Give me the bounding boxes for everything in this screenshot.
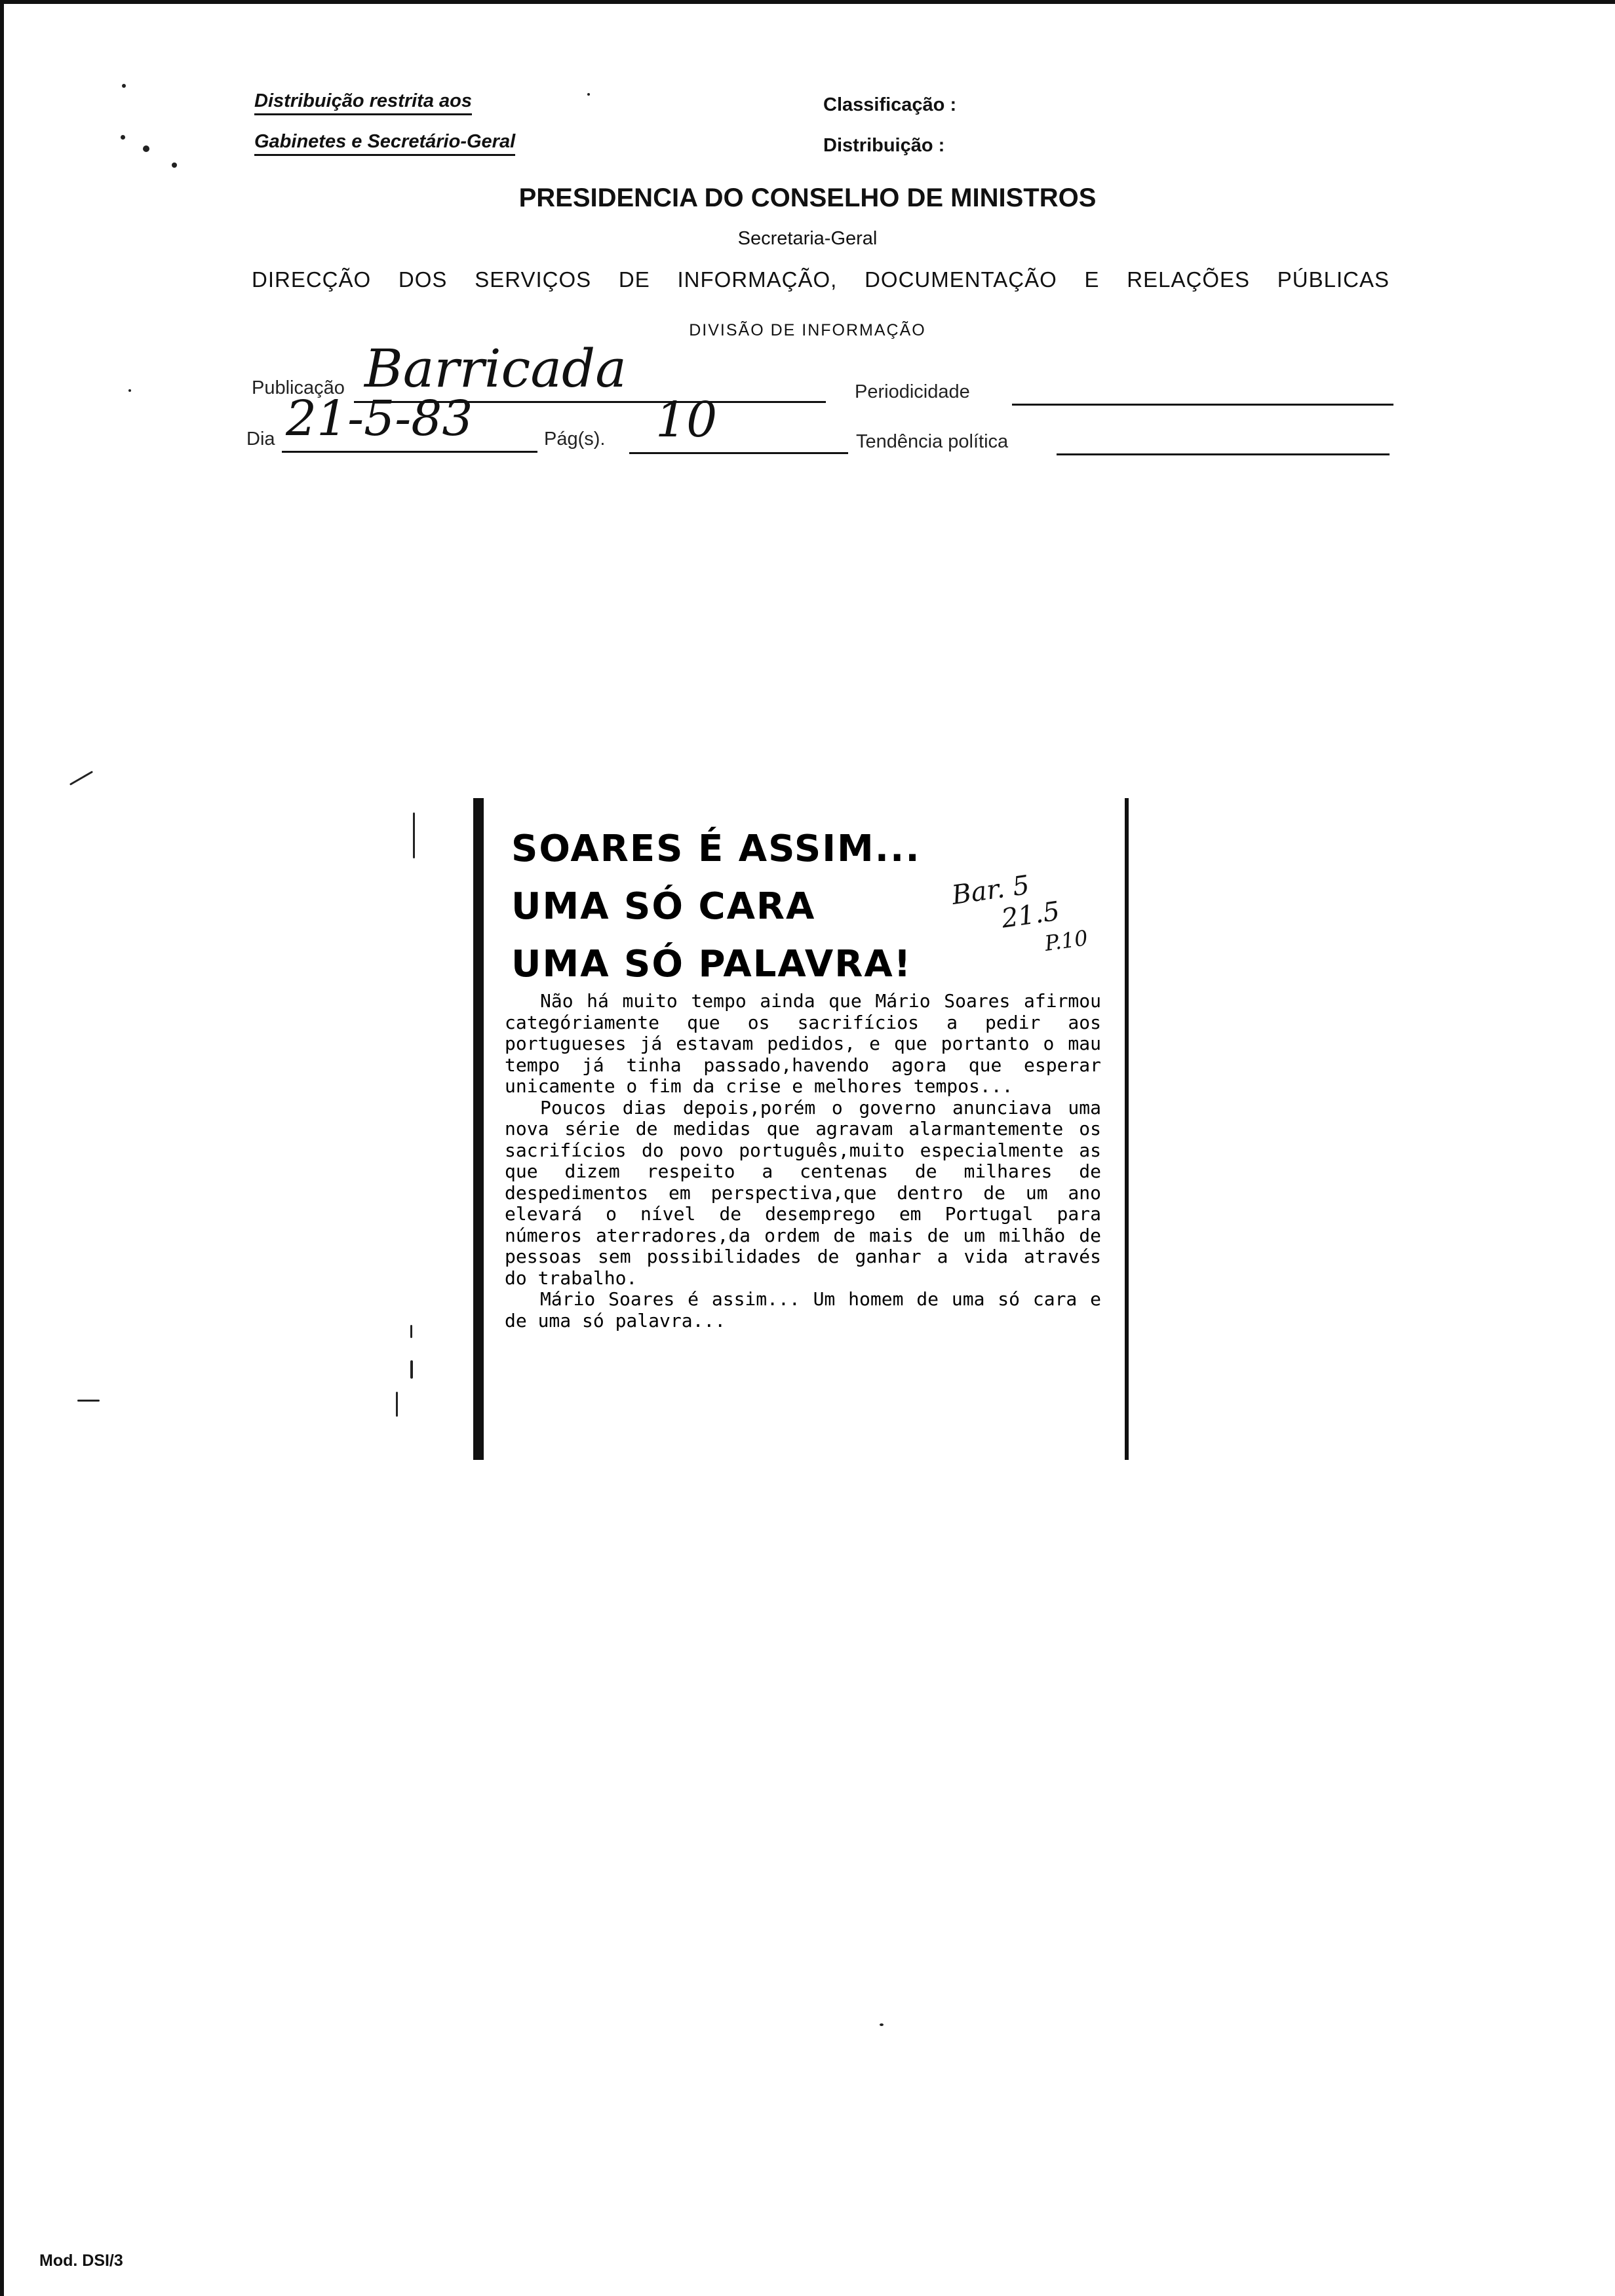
scan-speck <box>128 389 131 392</box>
scan-mark <box>410 1325 412 1338</box>
clipping-left-border <box>473 798 484 1460</box>
pags-rule <box>629 452 848 454</box>
margin-note-line-1: Bar. 5 <box>950 870 1032 911</box>
form-code: Mod. DSI/3 <box>39 2251 123 2270</box>
headline-line-1: SOARES É ASSIM... <box>511 828 921 870</box>
pags-label: Pág(s). <box>544 429 606 450</box>
scan-mark <box>77 1400 100 1402</box>
classificacao-label: Classificação : <box>823 94 957 115</box>
clipping-right-border <box>1125 798 1129 1460</box>
scan-mark <box>410 1360 413 1379</box>
secretariat-subtitle: Secretaria-Geral <box>737 228 878 249</box>
clipping-headline <box>511 820 921 993</box>
restricted-line-1: Distribuição restrita aos <box>254 90 472 115</box>
margin-note-line-3: P.10 <box>1043 925 1090 956</box>
scan-speck <box>121 135 125 140</box>
scan-speck <box>122 84 126 88</box>
page-left-border <box>0 0 4 2296</box>
periodicidade-rule <box>1012 404 1393 406</box>
headline-line-3: UMA SÓ PALAVRA! <box>511 943 912 985</box>
dia-label: Dia <box>246 429 275 450</box>
handwritten-margin-note <box>950 863 1089 970</box>
organization-title: PRESIDENCIA DO CONSELHO DE MINISTROS <box>518 183 1097 212</box>
article-paragraph-3: Mário Soares é assim... Um homem de uma só cara e de uma só palavra... <box>505 1288 1101 1331</box>
margin-note-line-2: 21.5 <box>1000 896 1062 934</box>
publicacao-handwritten-value: Barricada <box>364 338 627 399</box>
headline-line-2: UMA SÓ CARA <box>511 885 816 928</box>
restricted-line-2: Gabinetes e Secretário-Geral <box>254 131 515 156</box>
article-paragraph-2: Poucos dias depois,porém o governo anunciava uma nova série de medidas que agravam alarmantemente os sacrifícios do povo português,muito especialmente as que dizem respeito a centenas de milhares de despedimentos em perspectiva,que dentro de um ano elevará o nível de desemprego em Portugal para números aterradores,da ordem de mais de um milhão de pessoas sem possibilidades de ganhar a vida através do trabalho. <box>505 1096 1101 1289</box>
dia-rule <box>282 451 537 453</box>
clipping-body <box>505 991 1101 1331</box>
scan-speck <box>880 2023 884 2026</box>
distribuicao-label: Distribuição : <box>823 135 945 156</box>
scan-speck <box>587 93 590 96</box>
scan-speck <box>172 163 177 168</box>
page-top-border <box>0 0 1615 4</box>
periodicidade-label: Periodicidade <box>855 381 970 402</box>
publicacao-label: Publicação <box>252 377 345 398</box>
division-line: DIVISÃO DE INFORMAÇÃO <box>689 321 926 339</box>
pags-handwritten-value: 10 <box>655 392 718 448</box>
article-paragraph-1: Não há muito tempo ainda que Mário Soares afirmou categóriamente que os sacrifícios a pedir aos portugueses já estavam pedidos, e que portanto o mau tempo já tinha passado,havendo agora que esperar unicamente o fim da crise e melhores tempos... <box>505 990 1101 1097</box>
scan-mark <box>396 1392 398 1417</box>
scan-mark <box>413 813 415 858</box>
tendencia-rule <box>1057 453 1390 455</box>
scan-speck <box>143 145 149 152</box>
dia-handwritten-value: 21-5-83 <box>286 391 473 447</box>
tendencia-label: Tendência política <box>856 431 1009 452</box>
directorate-line: DIRECÇÃO DOS SERVIÇOS DE INFORMAÇÃO, DOCUMENTAÇÃO E RELAÇÕES PÚBLICAS <box>252 267 1390 292</box>
scan-mark <box>69 771 93 786</box>
